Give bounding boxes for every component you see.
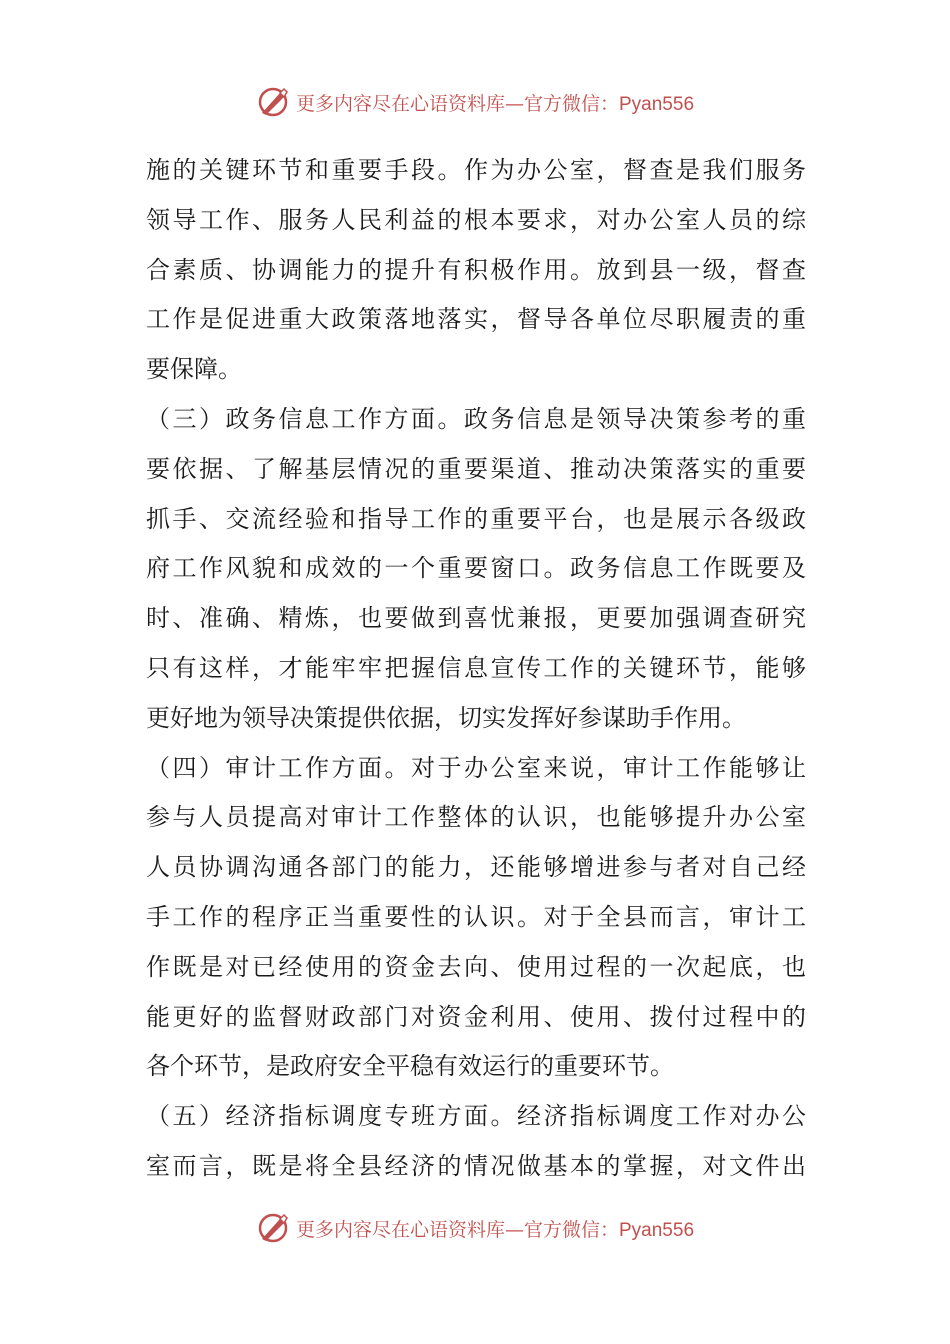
- text-line: 工作是促进重大政策落地落实，督导各单位尽职履责的重: [146, 305, 806, 334]
- text-line: （五）经济指标调度专班方面。经济指标调度工作对办公: [146, 1102, 806, 1131]
- text-line: 合素质、协调能力的提升有积极作用。放到县一级，督查: [146, 255, 806, 284]
- footer-watermark-banner: [0, 1208, 950, 1248]
- pen-logo-icon: [256, 1211, 290, 1245]
- text-line: 只有这样，才能牢牢把握信息宣传工作的关键环节，能够: [146, 653, 806, 682]
- text-line: 要保障。: [146, 355, 242, 384]
- wechat-id: Pyan556: [619, 93, 695, 115]
- banner-text: 更多内容尽在心语资料库—官方微信：Pyan556: [295, 1218, 695, 1241]
- text-line: 要依据、了解基层情况的重要渠道、推动决策落实的重要: [146, 454, 806, 483]
- text-line: 府工作风貌和成效的一个重要窗口。政务信息工作既要及: [146, 554, 806, 583]
- text-line: 作既是对已经使用的资金去向、使用过程的一次起底，也: [146, 952, 806, 981]
- pen-logo-icon: [256, 85, 290, 119]
- text-line: 领导工作、服务人民利益的根本要求，对办公室人员的综: [146, 205, 806, 234]
- banner-text: 更多内容尽在心语资料库—官方微信：Pyan556: [295, 92, 695, 115]
- text-line: 更好地为领导决策提供依据，切实发挥好参谋助手作用。: [146, 703, 746, 732]
- text-line: 人员协调沟通各部门的能力，还能够增进参与者对自己经: [146, 853, 806, 882]
- text-line: （三）政务信息工作方面。政务信息是领导决策参考的重: [146, 404, 806, 433]
- text-line: 时、准确、精炼，也要做到喜忧兼报，更要加强调查研究: [146, 604, 806, 633]
- text-line: 室而言，既是将全县经济的情况做基本的掌握，对文件出: [146, 1151, 806, 1180]
- text-line: 抓手、交流经验和指导工作的重要平台，也是展示各级政: [146, 504, 806, 533]
- text-line: 能更好的监督财政部门对资金利用、使用、拨付过程中的: [146, 1002, 806, 1031]
- text-line: 施的关键环节和重要手段。作为办公室，督查是我们服务: [146, 156, 806, 184]
- text-line: 各个环节，是政府安全平稳有效运行的重要环节。: [146, 1052, 674, 1081]
- text-line: （四）审计工作方面。对于办公室来说，审计工作能够让: [146, 753, 806, 782]
- text-line: 参与人员提高对审计工作整体的认识，也能够提升办公室: [146, 803, 806, 832]
- wechat-id: Pyan556: [619, 1219, 695, 1241]
- header-watermark-banner: [0, 82, 950, 122]
- text-line: 手工作的程序正当重要性的认识。对于全县而言，审计工: [146, 902, 806, 931]
- document-body: [146, 146, 806, 1192]
